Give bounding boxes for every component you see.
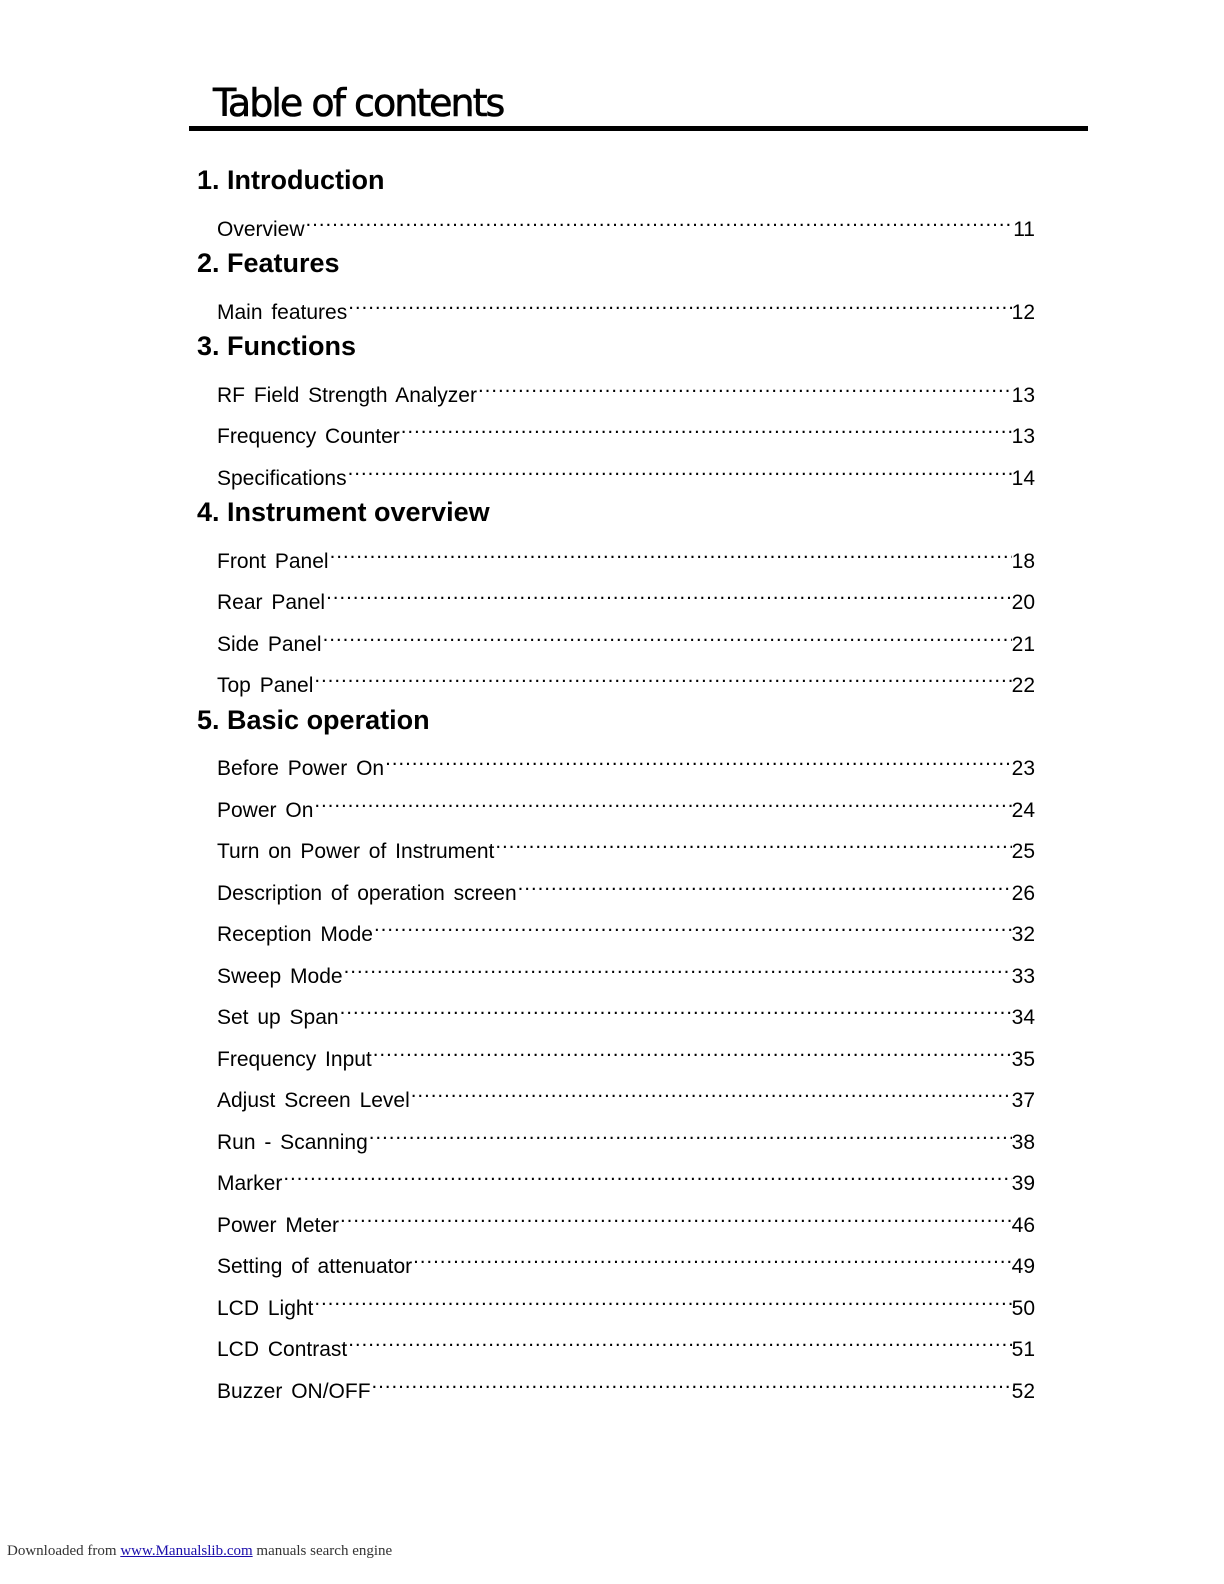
entry-page-number: 18 (1011, 550, 1035, 573)
entry-label: Buzzer ON/OFF (217, 1380, 371, 1403)
entry-page-number: 24 (1011, 799, 1035, 822)
section-heading-introduction: 1. Introduction (197, 165, 385, 195)
entry-label: Set up Span (217, 1006, 339, 1029)
toc-entry[interactable] (217, 455, 1035, 490)
entry-page-number: 51 (1011, 1338, 1035, 1361)
toc-entry[interactable] (217, 828, 1035, 863)
page-title: Table of contents (213, 81, 504, 125)
entry-page-number: 46 (1011, 1214, 1035, 1237)
entry-label: Power On (217, 799, 314, 822)
dot-leader (313, 787, 1011, 817)
entry-page-number: 26 (1011, 882, 1035, 905)
entry-label: Frequency Counter (217, 425, 400, 448)
dot-leader (313, 1285, 1011, 1315)
entry-page-number: 22 (1011, 674, 1035, 697)
entry-label: LCD Contrast (217, 1338, 348, 1361)
toc-entry[interactable] (217, 579, 1035, 614)
entry-page-number: 35 (1011, 1048, 1035, 1071)
entry-label: Run - Scanning (217, 1131, 368, 1154)
entry-label: RF Field Strength Analyzer (217, 384, 477, 407)
entry-label: Turn on Power of Instrument (217, 840, 495, 863)
entry-label: Setting of attenuator (217, 1255, 413, 1278)
entry-page-number: 12 (1011, 301, 1035, 324)
footer-suffix: manuals search engine (252, 1543, 393, 1559)
dot-leader (400, 413, 1012, 443)
dot-leader (410, 1077, 1012, 1107)
download-footer (7, 1543, 392, 1560)
toc-entry[interactable] (217, 745, 1035, 780)
toc-entry[interactable] (217, 1119, 1035, 1154)
entry-page-number: 23 (1011, 757, 1035, 780)
dot-leader (517, 870, 1012, 900)
toc-entry[interactable] (217, 289, 1035, 324)
entry-label: Rear Panel (217, 591, 326, 614)
entry-label: Description of operation screen (217, 882, 517, 905)
dot-leader (343, 953, 1012, 983)
dot-leader (325, 579, 1012, 609)
entry-page-number: 33 (1011, 965, 1035, 988)
entry-label: Specifications (217, 467, 347, 490)
dot-leader (305, 206, 1014, 236)
entry-page-number: 50 (1011, 1297, 1035, 1320)
entry-label: Frequency Input (217, 1048, 372, 1071)
dot-leader (322, 621, 1012, 651)
toc-entry[interactable] (217, 372, 1035, 407)
toc-entry[interactable] (217, 662, 1035, 697)
entry-page-number: 52 (1011, 1380, 1035, 1403)
section-heading-functions: 3. Functions (197, 331, 357, 361)
dot-leader (329, 538, 1012, 568)
entry-page-number: 37 (1011, 1089, 1035, 1112)
entry-label: Marker (217, 1172, 283, 1195)
toc-entry[interactable] (217, 1368, 1035, 1403)
entry-label: Top Panel (217, 674, 314, 697)
title-rule (189, 126, 1088, 131)
entry-label: Overview (217, 218, 305, 241)
toc-entry[interactable] (217, 994, 1035, 1029)
entry-label: Front Panel (217, 550, 329, 573)
dot-leader (412, 1243, 1012, 1273)
toc-entry[interactable] (217, 787, 1035, 822)
dot-leader (372, 1036, 1012, 1066)
dot-leader (282, 1160, 1011, 1190)
entry-page-number: 11 (1013, 218, 1035, 241)
toc-entry[interactable] (217, 1160, 1035, 1195)
dot-leader (347, 1326, 1011, 1356)
toc-entry[interactable] (217, 953, 1035, 988)
toc-entry[interactable] (217, 911, 1035, 946)
entry-page-number: 13 (1011, 384, 1035, 407)
dot-leader (339, 994, 1012, 1024)
entry-label: Before Power On (217, 757, 385, 780)
toc-entry[interactable] (217, 1202, 1035, 1237)
dot-leader (494, 828, 1011, 858)
section-heading-instrument-overview: 4. Instrument overview (197, 497, 490, 527)
toc-entry[interactable] (217, 206, 1035, 241)
entry-label: LCD Light (217, 1297, 314, 1320)
dot-leader (368, 1119, 1012, 1149)
entry-label: Power Meter (217, 1214, 340, 1237)
toc-entry[interactable] (217, 413, 1035, 448)
entry-label: Sweep Mode (217, 965, 343, 988)
entry-page-number: 49 (1011, 1255, 1035, 1278)
toc-entry[interactable] (217, 621, 1035, 656)
dot-leader (371, 1368, 1012, 1398)
entry-page-number: 20 (1011, 591, 1035, 614)
toc-entry[interactable] (217, 538, 1035, 573)
entry-page-number: 14 (1011, 467, 1035, 490)
section-heading-basic-operation: 5. Basic operation (197, 705, 430, 735)
entry-page-number: 32 (1011, 923, 1035, 946)
dot-leader (384, 745, 1012, 775)
dot-leader (477, 372, 1012, 402)
toc-entry[interactable] (217, 1077, 1035, 1112)
entry-page-number: 34 (1011, 1006, 1035, 1029)
entry-label: Side Panel (217, 633, 322, 656)
section-heading-features: 2. Features (197, 248, 340, 278)
entry-page-number: 21 (1011, 633, 1035, 656)
footer-prefix: Downloaded from (7, 1543, 121, 1559)
entry-page-number: 39 (1011, 1172, 1035, 1195)
toc-entry[interactable] (217, 1285, 1035, 1320)
toc-entry[interactable] (217, 1036, 1035, 1071)
toc-entry[interactable] (217, 870, 1035, 905)
entry-label: Reception Mode (217, 923, 373, 946)
toc-entry[interactable] (217, 1326, 1035, 1361)
dot-leader (313, 662, 1011, 692)
dot-leader (339, 1202, 1012, 1232)
entry-label: Adjust Screen Level (217, 1089, 410, 1112)
entry-page-number: 25 (1011, 840, 1035, 863)
manualslib-link[interactable]: www.Manualslib.com (120, 1543, 253, 1559)
dot-leader (373, 911, 1012, 941)
entry-page-number: 13 (1011, 425, 1035, 448)
entry-page-number: 38 (1011, 1131, 1035, 1154)
dot-leader (347, 289, 1011, 319)
toc-entry[interactable] (217, 1243, 1035, 1278)
entry-label: Main features (217, 301, 348, 324)
dot-leader (347, 455, 1012, 485)
